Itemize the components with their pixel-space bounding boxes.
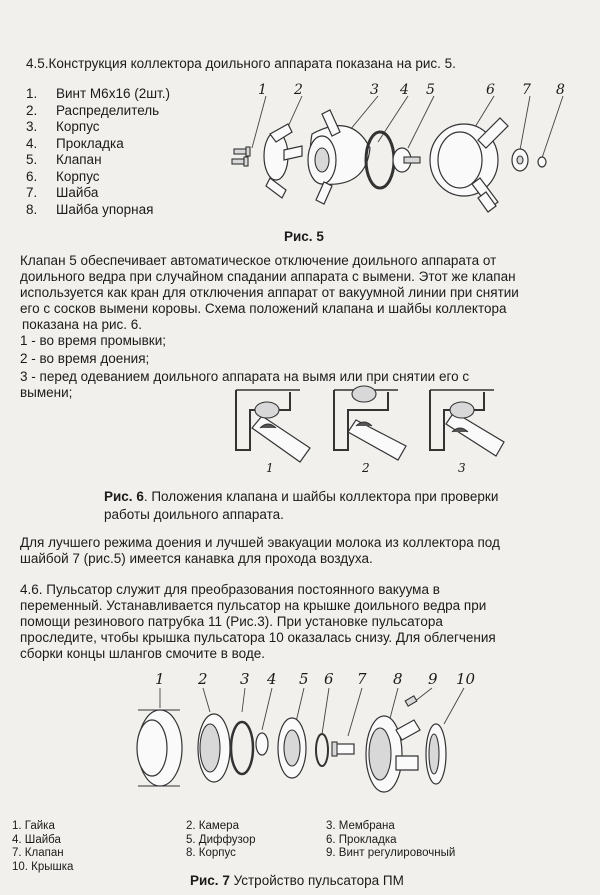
fig5-number: 7: [522, 82, 531, 98]
section-4-6-paragraph: 4.6. Пульсатор служит для преобразования постоянного вакуума в переменный. Устанавливается пульсатор на крышке доильного ведра при помощи резинового патрубка 11 (Рис.3). При установке пульсатора проследите, чтобы крышка пульсатора 10 оказалась снизу. Для облегчения сборки концы шлангов смочите в воде.: [20, 582, 496, 661]
valve-position-1: [236, 390, 310, 462]
fig5-number: 8: [556, 82, 565, 98]
fig5-number: 5: [426, 82, 435, 98]
fig7-number: 8: [393, 670, 403, 688]
figure-6-drawing: [0, 380, 600, 480]
fig5-number: 6: [486, 82, 495, 98]
washer-paragraph: Для лучшего режима доения и лучшей эвакуации молока из коллектора под шайбой 7 (рис.5) имеется канавка для прохода воздуха.: [20, 535, 500, 566]
cover-part: [426, 724, 446, 784]
fig7-number: 1: [155, 670, 165, 688]
list-item: 2. Распределитель: [26, 102, 160, 118]
valve-part: [393, 148, 420, 172]
fig7-number: 7: [357, 670, 367, 688]
valve-position-2: [334, 386, 406, 460]
diffuser-part: [278, 718, 306, 778]
gasket-part: [366, 132, 394, 188]
fig6-number: 2: [362, 461, 370, 475]
valve-paragraph: Клапан 5 обеспечивает автоматическое отключение доильного аппарата от доильного ведра при случайном спадании аппарата с вымени. Этот же клапан используется как кран для отключения аппарат от вакуумной линии при снятии его с сосков вымени коровы. Схема положений клапана и шайбы коллектора показана на рис. 6. 1 - во время промывки; 2 - во время доения; 3 - перед одеванием доильного аппарата на вымя или при снятии его с вымени;: [20, 253, 519, 400]
fig5-number: 2: [294, 82, 303, 98]
list-item: 1. Винт М6х16 (2шт.): [26, 86, 170, 101]
list-item: 8. Шайба упорная: [26, 201, 154, 217]
fig6-number: 3: [458, 461, 466, 475]
body-part: [308, 110, 370, 204]
membrane-part: [231, 722, 253, 774]
fig7-number: 2: [198, 670, 208, 688]
figure-7-caption: Рис. 7 Устройство пульсатора ПМ: [190, 873, 404, 888]
list-item: 7. Шайба: [26, 185, 99, 200]
fig7-number: 10: [456, 670, 476, 688]
fig7-number: 9: [428, 670, 438, 688]
figure-5-caption: Рис. 5: [284, 229, 324, 244]
thrust-washer-part: [538, 157, 546, 167]
distributor-part: [264, 124, 302, 198]
list-item: 6. Корпус: [26, 168, 100, 184]
fig7-number: 4: [267, 670, 277, 688]
figure-5-drawing: [0, 0, 600, 240]
section-4-5-heading: 4.5.Конструкция коллектора доильного аппарата показана на рис. 5.: [26, 56, 456, 71]
fig5-number: 4: [400, 82, 409, 98]
fig7-number: 5: [299, 670, 309, 688]
fig6-number: 1: [266, 461, 274, 475]
chamber-part: [198, 714, 230, 782]
fig7-number: 3: [240, 670, 250, 688]
fig7-legend-col3: 3. Мембрана 6. Прокладка 9. Винт регулировочный: [326, 820, 456, 859]
screw-part: [232, 147, 250, 166]
fig5-number: 3: [370, 82, 379, 98]
fig7-number: 6: [324, 670, 334, 688]
pulsator-body-part: [366, 716, 420, 792]
fig5-number: 1: [258, 82, 267, 98]
list-item: 3. Корпус: [26, 119, 100, 134]
washer-part: [512, 149, 528, 171]
figure-6-caption: Рис. 6. Положения клапана и шайбы коллектора при проверки работы доильного аппарата.: [104, 489, 499, 522]
collector-body-part: [430, 118, 508, 212]
fig7-legend-col2: 2. Камера 5. Диффузор 8. Корпус: [186, 820, 256, 859]
list-item: 4. Прокладка: [26, 135, 124, 151]
pulsator-gasket-part: [316, 734, 328, 766]
nut-part: [137, 710, 182, 786]
pulsator-valve-part: [332, 742, 354, 756]
pulsator-washer-part: [256, 733, 268, 755]
fig7-legend-col1: 1. Гайка 4. Шайба 7. Клапан 10. Крышка: [12, 820, 74, 873]
valve-position-3: [430, 390, 504, 456]
adjusting-screw-part: [405, 696, 417, 706]
list-item: 5. Клапан: [26, 152, 102, 167]
